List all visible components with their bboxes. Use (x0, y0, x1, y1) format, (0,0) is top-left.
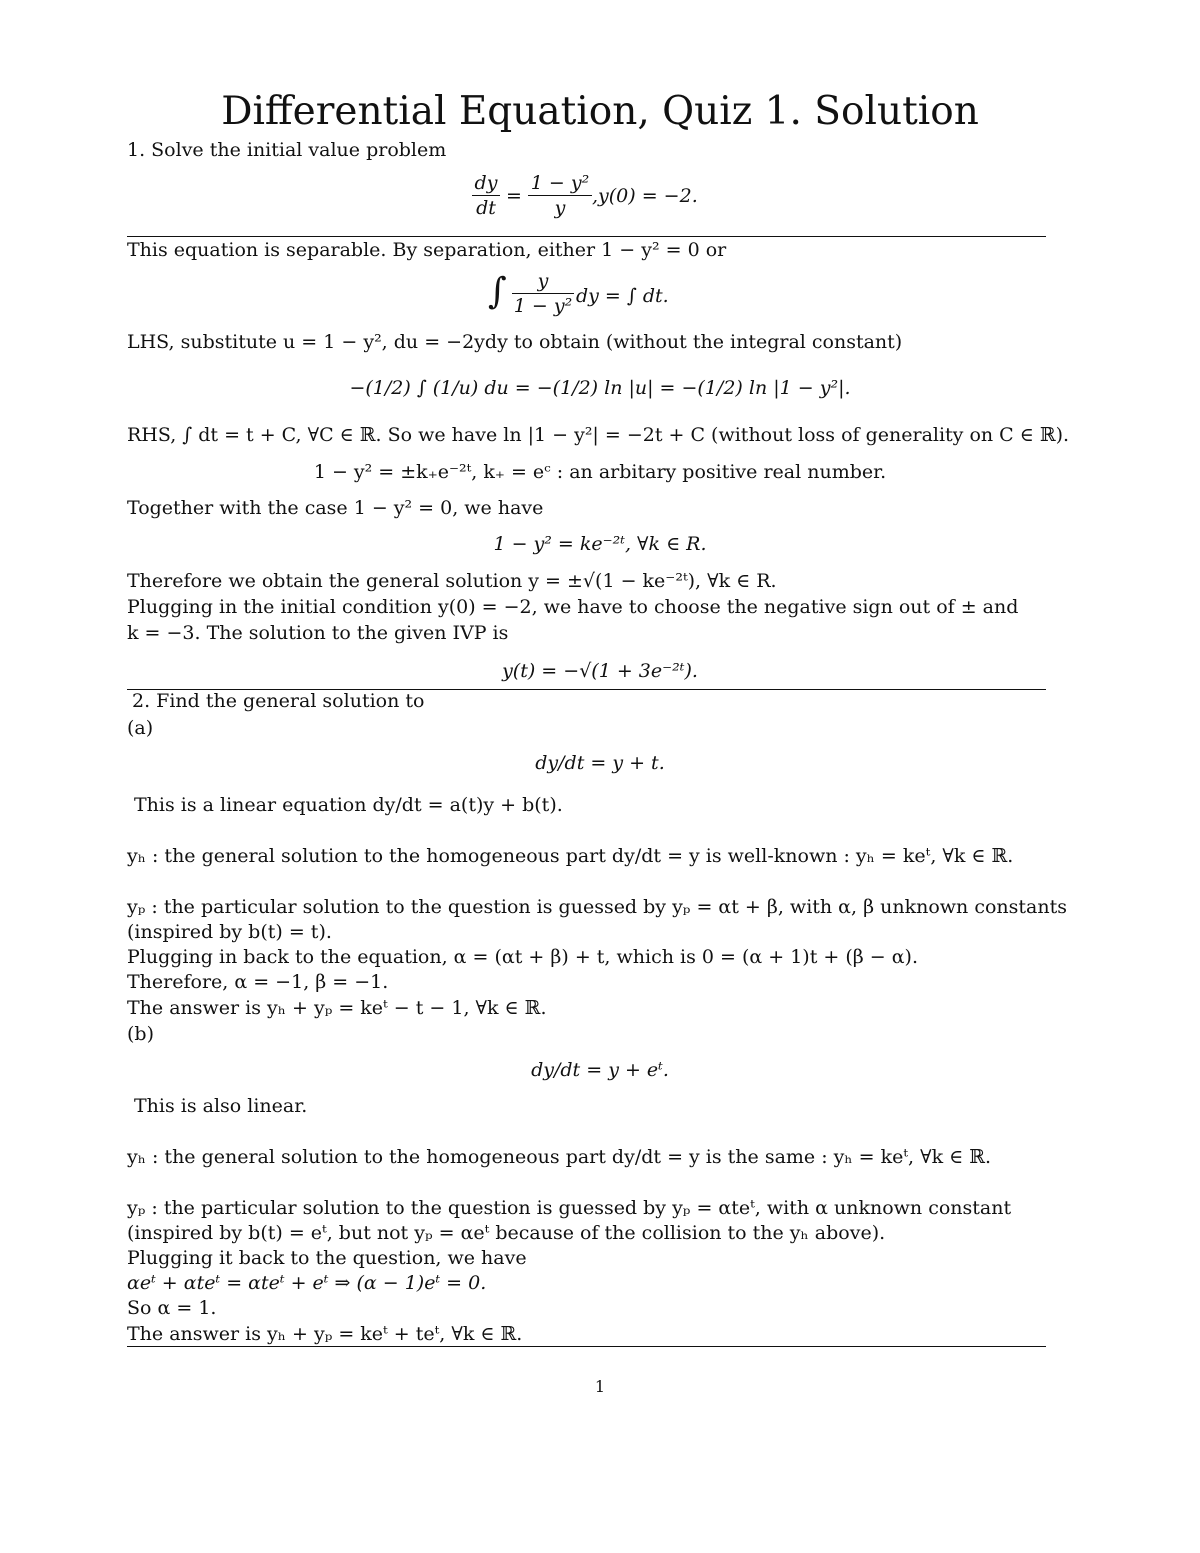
q1-kplus-equation: 1 − y² = ±k₊e⁻²ᵗ, k₊ = eᶜ : an arbitary positive real number. (313, 461, 887, 483)
q1-ivp-solution: y(t) = −√(1 + 3e⁻²ᵗ). (502, 660, 698, 682)
divider (127, 236, 1046, 237)
q2a-particular-line-1: yₚ : the particular solution to the question is guessed by yₚ = αt + β, with α, β unknown constants (127, 896, 1067, 918)
q2a-particular-line-2: (inspired by b(t) = t). (127, 921, 332, 943)
document-title: Differential Equation, Quiz 1. Solution (221, 89, 979, 134)
q1-eq-rhs-den: y (554, 197, 566, 219)
q2b-particular-line-2: (inspired by b(t) = eᵗ, but not yₚ = αeᵗ because of the collision to the yₕ above). (127, 1222, 886, 1244)
q1-lhs-line: LHS, substitute u = 1 − y², du = −2ydy to obtain (without the integral constant) (127, 331, 903, 353)
q2a-linear-line: This is a linear equation dy/dt = a(t)y + b(t). (134, 794, 563, 816)
q2a-homogeneous-line: yₕ : the general solution to the homogeneous part dy/dt = y is well-known : yₕ = keᵗ, ∀k ∈ ℝ. (127, 845, 1014, 867)
q2b-calculation: αeᵗ + αteᵗ = αteᵗ + eᵗ ⇒ (α − 1)eᵗ = 0. (127, 1272, 487, 1294)
q2a-plugging-line: Plugging in back to the equation, α = (αt + β) + t, which is 0 = (α + 1)t + (β − α). (127, 946, 919, 968)
q1-plug-line-1: Plugging in the initial condition y(0) = −2, we have to choose the negative sign out of ± and (127, 596, 1019, 618)
q1-together-line: Together with the case 1 − y² = 0, we have (127, 497, 544, 519)
q2b-particular-line-1: yₚ : the particular solution to the question is guessed by yₚ = αteᵗ, with α unknown constant (127, 1197, 1012, 1219)
q1-general-solution: Therefore we obtain the general solution y = ±√(1 − ke⁻²ᵗ), ∀k ∈ R. (127, 570, 777, 592)
q2b-plugging-line: Plugging it back to the question, we have (127, 1247, 527, 1269)
q2b-label: (b) (127, 1023, 154, 1045)
q1-plug-line-2: k = −3. The solution to the given IVP is (127, 622, 509, 644)
divider (127, 1346, 1046, 1347)
integral-sign: ∫ (488, 271, 507, 312)
q1-eq-tail: ,y(0) = −2. (592, 185, 698, 207)
q1-eq-den: dt (476, 197, 496, 219)
q2b-linear-line: This is also linear. (134, 1095, 308, 1117)
q1-lhs-equation: −(1/2) ∫ (1/u) du = −(1/2) ln |u| = −(1/2) ln |1 − y²|. (349, 377, 851, 399)
q2a-equation: dy/dt = y + t. (535, 752, 665, 774)
q2-prompt: 2. Find the general solution to (132, 690, 425, 712)
q1-integrand (512, 270, 574, 317)
q1-eq-dydt (472, 172, 500, 219)
q2b-so-line: So α = 1. (127, 1297, 217, 1319)
q1-int-rest: dy = ∫ dt. (576, 285, 669, 307)
q1-rhs-line: RHS, ∫ dt = t + C, ∀C ∈ ℝ. So we have ln |1 − y²| = −2t + C (without loss of generality on C ∈ ℝ). (127, 424, 1070, 446)
q2a-therefore-line: Therefore, α = −1, β = −1. (127, 971, 389, 993)
q2a-label: (a) (127, 717, 154, 739)
q1-separable-line: This equation is separable. By separation, either 1 − y² = 0 or (127, 239, 727, 261)
q1-int-num: y (537, 270, 549, 292)
q1-eq-rhs-num: 1 − y² (530, 172, 590, 194)
q2b-homogeneous-line: yₕ : the general solution to the homogeneous part dy/dt = y is the same : yₕ = keᵗ, ∀k ∈ ℝ. (127, 1146, 992, 1168)
q2a-answer: The answer is yₕ + yₚ = keᵗ − t − 1, ∀k ∈ ℝ. (127, 997, 547, 1019)
q1-eq-rhs (528, 172, 592, 219)
q1-eq-equals: = (506, 185, 522, 207)
q2b-answer: The answer is yₕ + yₚ = keᵗ + teᵗ, ∀k ∈ ℝ. (127, 1323, 523, 1345)
q2b-equation: dy/dt = y + eᵗ. (531, 1059, 669, 1081)
q1-int-den: 1 − y² (513, 295, 573, 317)
q1-eq-num: dy (474, 172, 498, 194)
q1-k-equation: 1 − y² = ke⁻²ᵗ, ∀k ∈ R. (493, 533, 707, 555)
q1-prompt: 1. Solve the initial value problem (127, 139, 447, 161)
page-number: 1 (594, 1377, 606, 1396)
